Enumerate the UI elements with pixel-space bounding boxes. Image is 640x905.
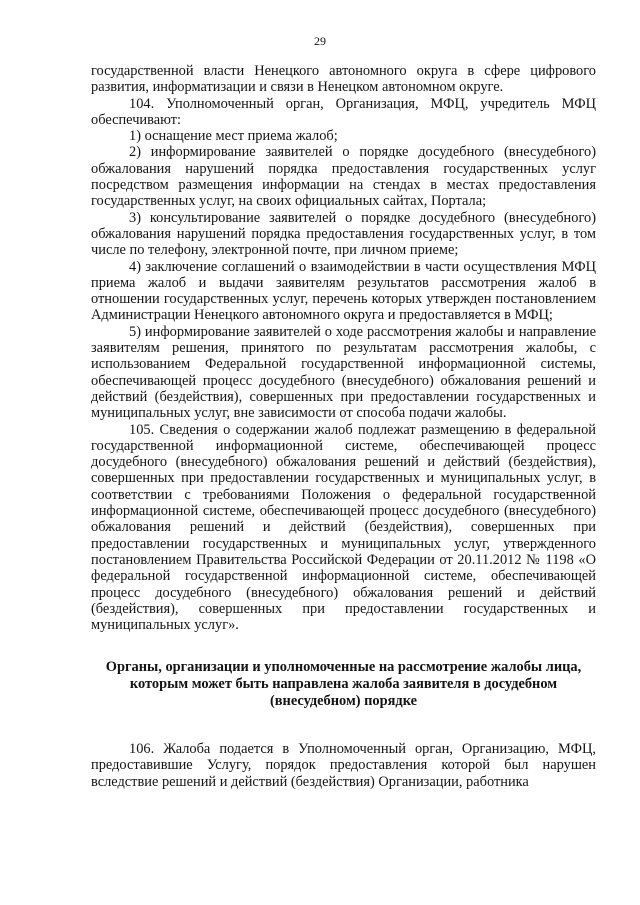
list-item-4: 4) заключение соглашений о взаимодействии в части осуществления МФЦ приема жалоб и выдачи заявителям результатов рассмотрения жалоб в отношении государственных услуг, перечень которых утвержден постановлением Администрации Ненецкого автономного округа и предоставляется в МФЦ; xyxy=(91,258,596,324)
paragraph-continuation: государственной власти Ненецкого автономного округа в сфере цифрового развития, информатизации и связи в Ненецком автономном округе. xyxy=(91,63,596,96)
page-number: 29 xyxy=(314,34,326,48)
paragraph-104: 104. Уполномоченный орган, Организация, МФЦ, учредитель МФЦ обеспечивают: xyxy=(91,95,596,128)
list-item-3: 3) консультирование заявителей о порядке досудебного (внесудебного) обжалования нарушений порядка предоставления государственных услуг, в том числе по телефону, электронной почте, при личном приеме; xyxy=(91,209,596,259)
section-heading: Органы, организации и уполномоченные на рассмотрение жалобы лица, которым может быть направлена жалоба заявителя в досудебном (внесудебном) порядке xyxy=(105,659,582,709)
paragraph-106: 106. Жалоба подается в Уполномоченный орган, Организацию, МФЦ, предоставившие Услугу, порядок предоставления которой был нарушен вследствие решений и действий (бездействия) Организации, работника xyxy=(91,741,596,790)
paragraph-105: 105. Сведения о содержании жалоб подлежат размещению в федеральной государственной информационной системе, обеспечивающей процесс досудебного (внесудебного) обжалования решений и действий (бездействия), совершенных при предоставлении государственных и муниципальных услуг, в соответствии с требованиями Положения о федеральной государственной информационной системе, обеспечивающей процесс досудебного (внесудебного) обжалования решений и действий (бездействия), совершенных при предоставлении государственных и муниципальных услуг, утвержденного постановлением Правительства Российской Федерации от 20.11.2012 № 1198 «О федеральной государственной информационной системе, обеспечивающей процесс досудебного (внесудебного) обжалования решений и действий (бездействия), совершенных при предоставлении государственных и муниципальных услуг». xyxy=(91,421,596,634)
list-item-5: 5) информирование заявителей о ходе рассмотрения жалобы и направление заявителям решения, принятого по результатам рассмотрения жалобы, с использованием Федеральной государственной информационной системы, обеспечивающей процесс досудебного (внесудебного) обжалования решений и действий (бездействия), совершенных при предоставлении государственных и муниципальных услуг, вне зависимости от способа подачи жалобы. xyxy=(91,323,596,422)
list-item-2: 2) информирование заявителей о порядке досудебного (внесудебного) обжалования нарушений порядка предоставления государственных услуг посредством размещения информации на стендах в местах предоставления государственных услуг, на своих официальных сайтах, Портала; xyxy=(91,144,596,210)
list-item-1: 1) оснащение мест приема жалоб; xyxy=(129,128,338,145)
document-body xyxy=(91,63,596,790)
